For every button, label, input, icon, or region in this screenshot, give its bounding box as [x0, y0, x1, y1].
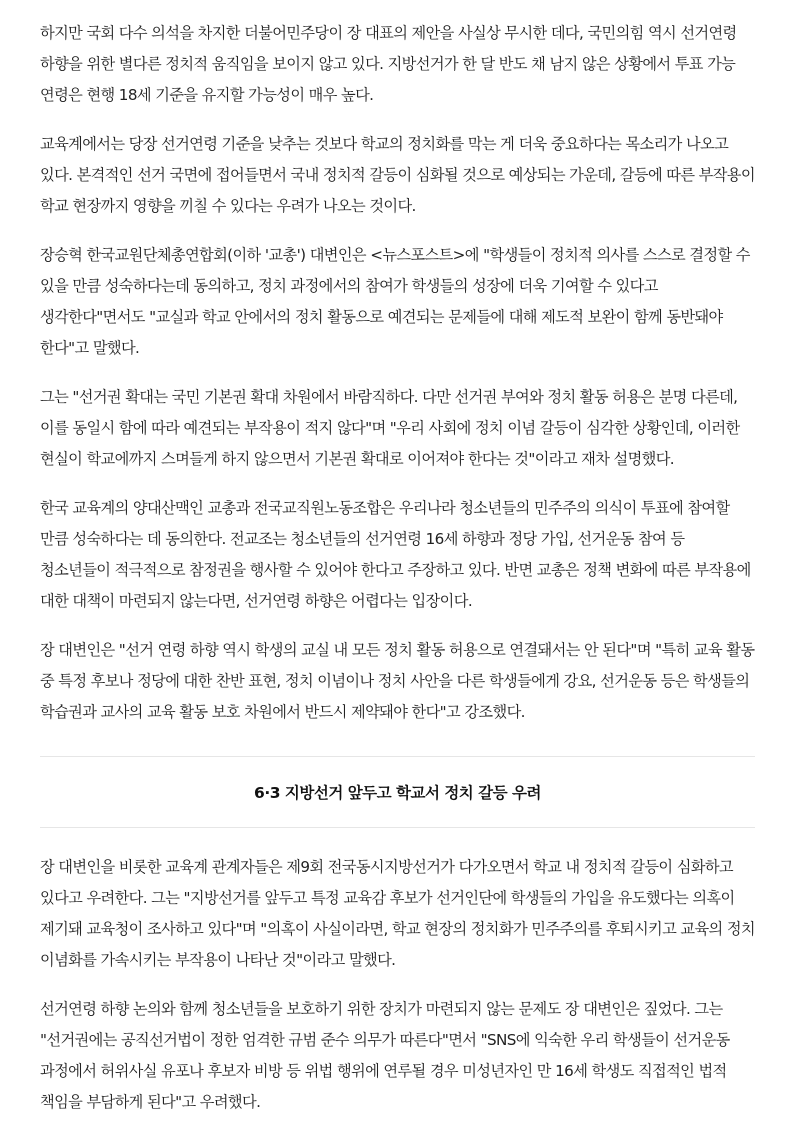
article-body [40, 18, 755, 1136]
article-paragraph: 한국 교육계의 양대산맥인 교총과 전국교직원노동조합은 우리나라 청소년들의 민주주의 의식이 투표에 참여할 만큼 성숙하다는 데 동의한다. 전교조는 청소년들의 선거연령 16세 하향과 정당 가입, 선거운동 참여 등 청소년들이 적극적으로 참정권을 행사할 수 있어야 한다고 주장하고 있다. 반면 교총은 정책 변화에 따른 부작용에 대한 대책이 마련되지 않는다면, 선거연령 하향은 어렵다는 입장이다. [40, 499, 751, 610]
article-paragraph: 하지만 국회 다수 의석을 차지한 더불어민주당이 장 대표의 제안을 사실상 무시한 데다, 국민의힘 역시 선거연령 하향을 위한 별다른 정치적 움직임을 보이지 않고 있다. 지방선거가 한 달 반도 채 남지 않은 상황에서 투표 가능 연령은 현행 18세 기준을 유지할 가능성이 매우 높다. [40, 24, 737, 104]
article-paragraph: 선거연령 하향 논의와 함께 청소년들을 보호하기 위한 장치가 마련되지 않는 문제도 장 대변인은 짚었다. 그는 "선거권에는 공직선거법이 정한 엄격한 규범 준수 의무가 따른다"면서 "SNS에 익숙한 우리 학생들이 선거운동 과정에서 허위사실 유포나 후보자 비방 등 위법 행위에 연루될 경우 미성년자인 만 16세 학생도 직접적인 법적 책임을 부담하게 된다"고 우려했다. [40, 1000, 730, 1111]
article-paragraph: 그는 "선거권 확대는 국민 기본권 확대 차원에서 바람직하다. 다만 선거권 부여와 정치 활동 허용은 분명 다른데, 이를 동일시 함에 따라 예견되는 부작용이 적지 않다"며 "우리 사회에 정치 이념 갈등이 심각한 상황인데, 이러한 현실이 학교에까지 스며들게 하지 않으면서 기본권 확대로 이어져야 한다는 것"이라고 재차 설명했다. [40, 388, 740, 468]
article-paragraph: 장 대변인은 "선거 연령 하향 역시 학생의 교실 내 모든 정치 활동 허용으로 연결돼서는 안 된다"며 "특히 교육 활동 중 특정 후보나 정당에 대한 찬반 표현, 정치 이념이나 정치 사안을 다른 학생들에게 강요, 선거운동 등은 학생들의 학습권과 교사의 교육 활동 보호 차원에서 반드시 제약돼야 한다"고 강조했다. [40, 641, 755, 721]
article-paragraph: 장승혁 한국교원단체총연합회(이하 '교총') 대변인은 <뉴스포스트>에 "학생들이 정치적 의사를 스스로 결정할 수 있을 만큼 성숙하다는데 동의하고, 정치 과정에서의 참여가 학생들의 성장에 더욱 기여할 수 있다고 생각한다"면서도 "교실과 학교 안에서의 정치 활동으로 예견되는 문제들에 대해 제도적 보완이 함께 동반돼야 한다"고 말했다. [40, 246, 750, 357]
article-paragraph: 교육계에서는 당장 선거연령 기준을 낮추는 것보다 학교의 정치화를 막는 게 더욱 중요하다는 목소리가 나오고 있다. 본격적인 선거 국면에 접어들면서 국내 정치적 갈등이 심화될 것으로 예상되는 가운데, 갈등에 따른 부작용이 학교 현장까지 영향을 끼칠 수 있다는 우려가 나오는 것이다. [40, 135, 755, 215]
section-heading [40, 756, 755, 828]
article-paragraph: 장 대변인을 비롯한 교육계 관계자들은 제9회 전국동시지방선거가 다가오면서 학교 내 정치적 갈등이 심화하고 있다고 우려한다. 그는 "지방선거를 앞두고 특정 교육감 후보가 선거인단에 학생들의 가입을 유도했다는 의혹이 제기돼 교육청이 조사하고 있다"며 "의혹이 사실이라면, 학교 현장의 정치화가 민주주의를 후퇴시키고 교육의 정치 이념화를 가속시키는 부작용이 나타난 것"이라고 말했다. [40, 858, 756, 969]
section-title: 6·3 지방선거 앞두고 학교서 정치 갈등 우려 [254, 784, 541, 802]
